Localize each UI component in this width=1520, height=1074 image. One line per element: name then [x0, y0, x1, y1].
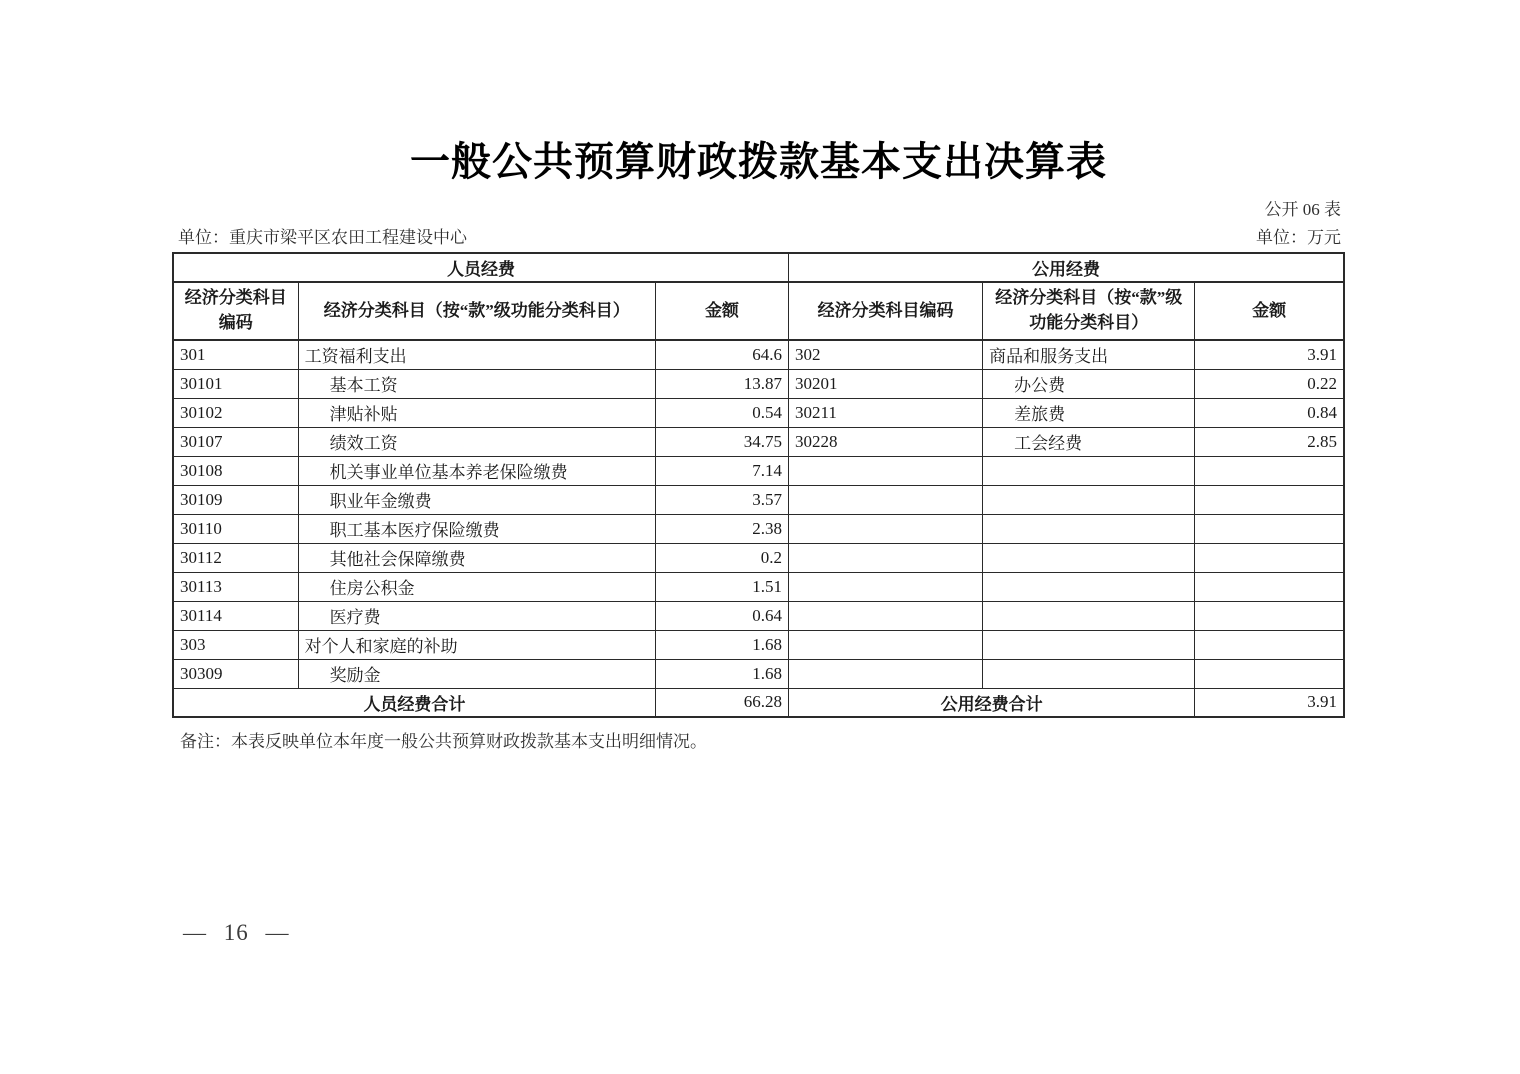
code-cell: 303 [173, 630, 298, 659]
subject-cell: 商品和服务支出 [983, 340, 1195, 369]
table-row [173, 543, 1344, 572]
footnote: 备注：本表反映单位本年度一般公共预算财政拨款基本支出明细情况。 [180, 732, 707, 751]
code-cell [789, 601, 983, 630]
table-row [173, 340, 1344, 369]
currency-unit-label: 单位：万元 [1256, 228, 1341, 247]
code-cell: 30113 [173, 572, 298, 601]
code-cell [789, 572, 983, 601]
right-col-code-header: 经济分类科目编码 [789, 282, 983, 340]
amount-cell: 3.57 [655, 485, 788, 514]
code-cell: 30107 [173, 427, 298, 456]
subject-cell [983, 543, 1195, 572]
amount-cell: 3.91 [1195, 340, 1344, 369]
document-content [172, 0, 1345, 752]
amount-cell [1195, 572, 1344, 601]
code-cell [789, 514, 983, 543]
subject-cell: 奖励金 [298, 659, 655, 688]
subject-cell: 工会经费 [983, 427, 1195, 456]
code-cell: 30102 [173, 398, 298, 427]
subject-cell [983, 572, 1195, 601]
code-cell [789, 456, 983, 485]
left-col-code-header: 经济分类科目编码 [173, 282, 298, 340]
amount-cell [1195, 514, 1344, 543]
code-cell: 30114 [173, 601, 298, 630]
subject-cell: 其他社会保障缴费 [298, 543, 655, 572]
amount-cell: 2.85 [1195, 427, 1344, 456]
unit-name-label: 单位：重庆市梁平区农田工程建设中心 [178, 228, 467, 247]
code-cell: 301 [173, 340, 298, 369]
code-cell: 30109 [173, 485, 298, 514]
amount-cell [1195, 659, 1344, 688]
amount-cell [1195, 456, 1344, 485]
code-cell: 302 [789, 340, 983, 369]
table-row [173, 659, 1344, 688]
subject-cell [983, 659, 1195, 688]
table-row [173, 630, 1344, 659]
subject-cell: 住房公积金 [298, 572, 655, 601]
code-cell: 30108 [173, 456, 298, 485]
code-cell [789, 630, 983, 659]
amount-cell: 0.64 [655, 601, 788, 630]
amount-cell [1195, 630, 1344, 659]
column-header-row [173, 282, 1344, 340]
right-total-amount: 3.91 [1195, 688, 1344, 717]
amount-cell: 64.6 [655, 340, 788, 369]
left-col-amount-header: 金额 [655, 282, 788, 340]
table-row [173, 601, 1344, 630]
right-group-header: 公用经费 [789, 253, 1345, 282]
code-cell [789, 485, 983, 514]
subject-cell [983, 601, 1195, 630]
subject-cell [983, 514, 1195, 543]
subject-cell: 差旅费 [983, 398, 1195, 427]
subject-cell: 基本工资 [298, 369, 655, 398]
code-cell: 30112 [173, 543, 298, 572]
subject-cell [983, 630, 1195, 659]
amount-cell: 13.87 [655, 369, 788, 398]
amount-cell: 0.84 [1195, 398, 1344, 427]
amount-cell: 0.2 [655, 543, 788, 572]
subject-cell: 机关事业单位基本养老保险缴费 [298, 456, 655, 485]
subject-cell: 职工基本医疗保险缴费 [298, 514, 655, 543]
code-cell: 30110 [173, 514, 298, 543]
amount-cell: 1.68 [655, 659, 788, 688]
budget-table [172, 252, 1345, 718]
page-title: 一般公共预算财政拨款基本支出决算表 [410, 139, 1107, 184]
table-row [173, 427, 1344, 456]
code-cell: 30309 [173, 659, 298, 688]
amount-cell: 0.22 [1195, 369, 1344, 398]
table-row [173, 456, 1344, 485]
amount-cell: 1.68 [655, 630, 788, 659]
subject-cell [983, 456, 1195, 485]
code-cell: 30101 [173, 369, 298, 398]
form-code-label: 公开 06 表 [1264, 200, 1341, 219]
table-row [173, 485, 1344, 514]
code-cell [789, 543, 983, 572]
right-col-subject-header: 经济分类科目（按“款”级功能分类科目） [983, 282, 1195, 340]
group-header-row [173, 253, 1344, 282]
amount-cell: 34.75 [655, 427, 788, 456]
left-total-label: 人员经费合计 [173, 688, 655, 717]
amount-cell [1195, 543, 1344, 572]
code-cell: 30211 [789, 398, 983, 427]
subject-cell: 职业年金缴费 [298, 485, 655, 514]
subject-cell: 工资福利支出 [298, 340, 655, 369]
table-row [173, 398, 1344, 427]
table-row [173, 369, 1344, 398]
code-cell: 30201 [789, 369, 983, 398]
left-total-amount: 66.28 [655, 688, 788, 717]
left-group-header: 人员经费 [173, 253, 789, 282]
amount-cell: 0.54 [655, 398, 788, 427]
subject-cell: 对个人和家庭的补助 [298, 630, 655, 659]
right-total-label: 公用经费合计 [789, 688, 1195, 717]
amount-cell [1195, 485, 1344, 514]
code-cell: 30228 [789, 427, 983, 456]
right-col-amount-header: 金额 [1195, 282, 1344, 340]
subject-cell: 办公费 [983, 369, 1195, 398]
amount-cell: 2.38 [655, 514, 788, 543]
subject-cell: 绩效工资 [298, 427, 655, 456]
subject-cell: 医疗费 [298, 601, 655, 630]
total-row [173, 688, 1344, 717]
amount-cell [1195, 601, 1344, 630]
subject-cell: 津贴补贴 [298, 398, 655, 427]
unit-row [172, 223, 1345, 248]
amount-cell: 7.14 [655, 456, 788, 485]
code-cell [789, 659, 983, 688]
page-number: — 16 — [183, 920, 290, 945]
table-row [173, 572, 1344, 601]
amount-cell: 1.51 [655, 572, 788, 601]
subject-cell [983, 485, 1195, 514]
table-row [173, 514, 1344, 543]
left-col-subject-header: 经济分类科目（按“款”级功能分类科目） [298, 282, 655, 340]
table-body [173, 253, 1344, 717]
